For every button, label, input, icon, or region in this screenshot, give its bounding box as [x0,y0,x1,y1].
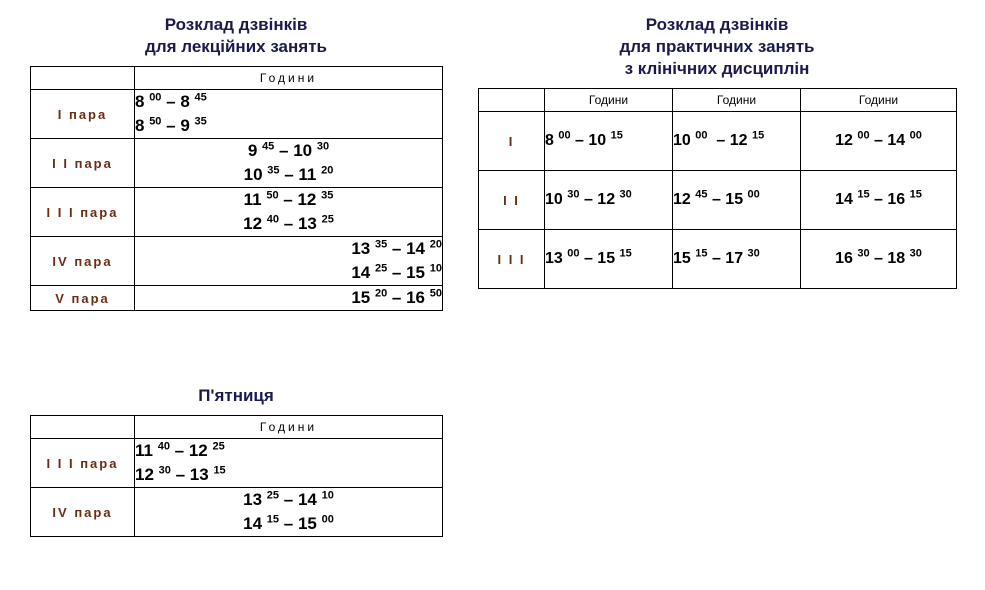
lecture-schedule-panel [30,14,442,311]
table-row [31,488,443,537]
table-row [31,188,443,237]
table-header-row [31,67,443,90]
lecture-row-label-2: I I пара [31,139,135,188]
lecture-row-times-3: 11 $^{50}$ – 12 $^{35}$ 12 $^{40}$ – 13 $^{25}$ [135,188,443,237]
friday-table [30,415,443,537]
table-row [479,112,957,171]
practical-row2-col3: 14 $^{15}$ – 16 $^{15}$ [801,171,957,230]
table-row [31,90,443,139]
friday-row-label-1: I I I пара [31,439,135,488]
table-row [31,237,443,286]
lecture-row-times-5: 15 $^{20}$ – 16 $^{50}$ [135,286,443,311]
practical-header-empty [479,89,545,112]
practical-row2-col1: 10 $^{30}$ – 12 $^{30}$ [545,171,673,230]
practical-row1-col2: 10 $^{00}$ – 12 $^{15}$ [673,112,801,171]
practical-row-label-2: I I [479,171,545,230]
practical-row-label-3: I I I [479,230,545,289]
table-header-row [479,89,957,112]
practical-title-line3: з клінічних дисциплін [624,59,810,78]
lecture-row-label-1: I пара [31,90,135,139]
table-row [31,286,443,311]
practical-table [478,88,957,289]
practical-title-line2: для практичних занять [619,37,815,56]
lecture-title-line2: для лекційних занять [145,37,327,56]
lecture-table [30,66,443,311]
lecture-header-empty [31,67,135,90]
lecture-header-hours: Години [135,67,443,90]
friday-row-times-2: 13 $^{25}$ – 14 $^{10}$ 14 $^{15}$ – 15 $^{00}$ [135,488,443,537]
practical-header-hours-2: Години [673,89,801,112]
lecture-row-label-4: IV пара [31,237,135,286]
table-row [479,230,957,289]
practical-title [478,14,956,80]
lecture-row-times-1: 8 $^{00}$ – 8 $^{45}$ 8 $^{50}$ – 9 $^{35}$ [135,90,443,139]
table-row [479,171,957,230]
lecture-row-times-2: 9 $^{45}$ – 10 $^{30}$ 10 $^{35}$ – 11 $^{20}$ [135,139,443,188]
lecture-row-label-5: V пара [31,286,135,311]
friday-header-empty [31,416,135,439]
table-row [31,139,443,188]
lecture-row-times-4: 13 $^{35}$ – 14 $^{20}$ 14 $^{25}$ – 15 $^{10}$ [135,237,443,286]
friday-title: П'ятниця [198,386,274,405]
friday-schedule-panel [30,385,442,537]
practical-row3-col3: 16 $^{30}$ – 18 $^{30}$ [801,230,957,289]
table-row [31,439,443,488]
practical-header-hours-3: Години [801,89,957,112]
practical-row1-col1: 8 $^{00}$ – 10 $^{15}$ [545,112,673,171]
practical-row-label-1: I [479,112,545,171]
friday-row-times-1: 11 $^{40}$ – 12 $^{25}$ 12 $^{30}$ – 13 $^{15}$ [135,439,443,488]
practical-row2-col2: 12 $^{45}$ – 15 $^{00}$ [673,171,801,230]
practical-row3-col1: 13 $^{00}$ – 15 $^{15}$ [545,230,673,289]
practical-row3-col2: 15 $^{15}$ – 17 $^{30}$ [673,230,801,289]
practical-schedule-panel [478,14,956,289]
lecture-title-line1: Розклад дзвінків [164,15,308,34]
practical-row1-col3: 12 $^{00}$ – 14 $^{00}$ [801,112,957,171]
lecture-title [30,14,442,58]
practical-header-hours-1: Години [545,89,673,112]
table-header-row [31,416,443,439]
lecture-row-label-3: I I I пара [31,188,135,237]
friday-row-label-2: IV пара [31,488,135,537]
friday-header-hours: Години [135,416,443,439]
practical-title-line1: Розклад дзвінків [645,15,789,34]
